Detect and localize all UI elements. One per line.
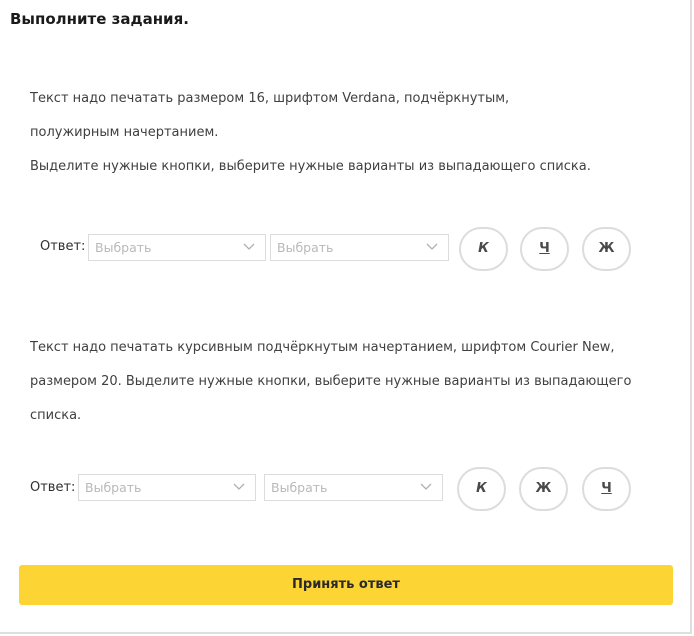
task-1-line: полужирным начертанием. — [30, 125, 219, 140]
chevron-down-icon — [426, 243, 438, 251]
italic-button[interactable] — [459, 227, 508, 271]
submit-answer-button[interactable]: Принять ответ — [19, 565, 673, 605]
underline-button[interactable] — [520, 227, 569, 271]
underline-button-label: Ч — [601, 481, 612, 496]
italic-button-label: К — [476, 481, 487, 496]
select-placeholder: Выбрать — [85, 480, 142, 495]
bold-button-label: Ж — [535, 481, 552, 496]
underline-button-label: Ч — [539, 241, 550, 256]
task-2-answer-label: Ответ: — [30, 480, 76, 495]
chevron-down-icon — [420, 483, 432, 491]
task-1-select-size[interactable] — [270, 234, 449, 261]
task-2-text — [30, 331, 660, 433]
task-1-text — [30, 82, 660, 184]
task-1-answer-label: Ответ: — [40, 239, 86, 254]
italic-button-label: К — [478, 241, 489, 256]
underline-button[interactable] — [582, 467, 631, 511]
task-2-select-font[interactable] — [78, 474, 256, 501]
task-2-line: размером 20. Выделите нужные кнопки, выберите нужные варианты из выпадающего — [30, 374, 632, 389]
task-2-line: Текст надо печатать курсивным подчёркнутым начертанием, шрифтом Courier New, — [30, 340, 615, 355]
task-2-select-size[interactable] — [264, 474, 443, 501]
bold-button-label: Ж — [598, 241, 615, 256]
task-1-line: Текст надо печатать размером 16, шрифтом Verdana, подчёркнутым, — [30, 91, 510, 106]
chevron-down-icon — [233, 483, 245, 491]
task-1-line: Выделите нужные кнопки, выберите нужные варианты из выпадающего списка. — [30, 159, 591, 174]
page-title: Выполните задания. — [10, 10, 189, 28]
select-placeholder: Выбрать — [271, 480, 328, 495]
task-1-select-font[interactable] — [88, 234, 266, 261]
select-placeholder: Выбрать — [95, 240, 152, 255]
chevron-down-icon — [243, 243, 255, 251]
bold-button[interactable] — [519, 467, 568, 511]
select-placeholder: Выбрать — [277, 240, 334, 255]
bold-button[interactable] — [582, 227, 631, 271]
task-2-line: списка. — [30, 408, 82, 423]
italic-button[interactable] — [457, 467, 506, 511]
